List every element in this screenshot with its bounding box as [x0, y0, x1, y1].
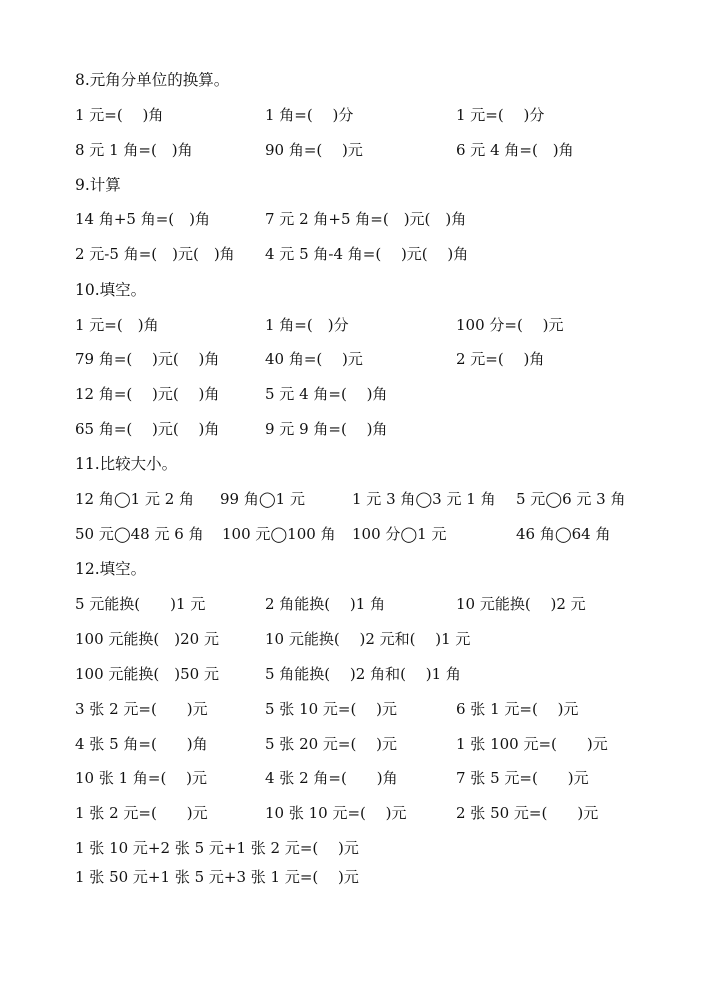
comparison-item: 100 分◯1 元 — [352, 525, 447, 543]
question: 3 张 2 元=( )元 — [75, 700, 208, 718]
question: 2 张 50 元=( )元 — [456, 804, 599, 822]
section-10-title: 10.填空。 — [75, 281, 147, 299]
question: 1 张 50 元+1 张 5 元+3 张 1 元=( )元 — [75, 868, 359, 886]
question: 14 角+5 角=( )角 — [75, 210, 211, 228]
comparison-item: 5 元◯6 元 3 角 — [516, 490, 626, 508]
question: 5 张 10 元=( )元 — [265, 700, 397, 718]
question: 12 角=( )元( )角 — [75, 385, 220, 403]
question: 9 元 9 角=( )角 — [265, 420, 388, 438]
question: 1 元=( )角 — [75, 106, 164, 124]
section-9-title: 9.计算 — [75, 176, 121, 194]
question: 4 张 2 角=( )角 — [265, 769, 398, 787]
question: 1 角=( )分 — [265, 316, 349, 334]
question: 2 角能换( )1 角 — [265, 595, 386, 613]
section-12-title: 12.填空。 — [75, 560, 147, 578]
question: 100 元能换( )20 元 — [75, 630, 219, 648]
question: 6 元 4 角=( )角 — [456, 141, 574, 159]
comparison-item: 100 元◯100 角 — [222, 525, 336, 543]
question: 7 元 2 角+5 角=( )元( )角 — [265, 210, 467, 228]
question: 65 角=( )元( )角 — [75, 420, 220, 438]
question: 100 分=( )元 — [456, 316, 564, 334]
question: 8 元 1 角=( )角 — [75, 141, 193, 159]
question: 7 张 5 元=( )元 — [456, 769, 589, 787]
comparison-item: 12 角◯1 元 2 角 — [75, 490, 195, 508]
question: 90 角=( )元 — [265, 141, 363, 159]
section-8-title: 8.元角分单位的换算。 — [75, 71, 230, 89]
question: 1 张 100 元=( )元 — [456, 735, 608, 753]
question: 79 角=( )元( )角 — [75, 350, 220, 368]
section-11-title: 11.比较大小。 — [75, 455, 178, 473]
comparison-item: 99 角◯1 元 — [220, 490, 305, 508]
question: 1 角=( )分 — [265, 106, 354, 124]
question: 100 元能换( )50 元 — [75, 665, 219, 683]
comparison-item: 1 元 3 角◯3 元 1 角 — [352, 490, 496, 508]
comparison-item: 46 角◯64 角 — [516, 525, 611, 543]
question: 2 元-5 角=( )元( )角 — [75, 245, 235, 263]
question: 5 元能换( )1 元 — [75, 595, 206, 613]
comparison-item: 50 元◯48 元 6 角 — [75, 525, 204, 543]
question: 10 张 1 角=( )元 — [75, 769, 207, 787]
question: 5 元 4 角=( )角 — [265, 385, 388, 403]
question: 1 张 10 元+2 张 5 元+1 张 2 元=( )元 — [75, 839, 359, 857]
question: 40 角=( )元 — [265, 350, 363, 368]
question: 6 张 1 元=( )元 — [456, 700, 579, 718]
question: 5 角能换( )2 角和( )1 角 — [265, 665, 461, 683]
question: 2 元=( )角 — [456, 350, 545, 368]
question: 1 张 2 元=( )元 — [75, 804, 208, 822]
question: 10 元能换( )2 元和( )1 元 — [265, 630, 471, 648]
question: 4 张 5 角=( )角 — [75, 735, 208, 753]
question: 4 元 5 角-4 角=( )元( )角 — [265, 245, 469, 263]
question: 10 元能换( )2 元 — [456, 595, 586, 613]
question: 1 元=( )角 — [75, 316, 159, 334]
question: 5 张 20 元=( )元 — [265, 735, 397, 753]
question: 10 张 10 元=( )元 — [265, 804, 407, 822]
question: 1 元=( )分 — [456, 106, 545, 124]
